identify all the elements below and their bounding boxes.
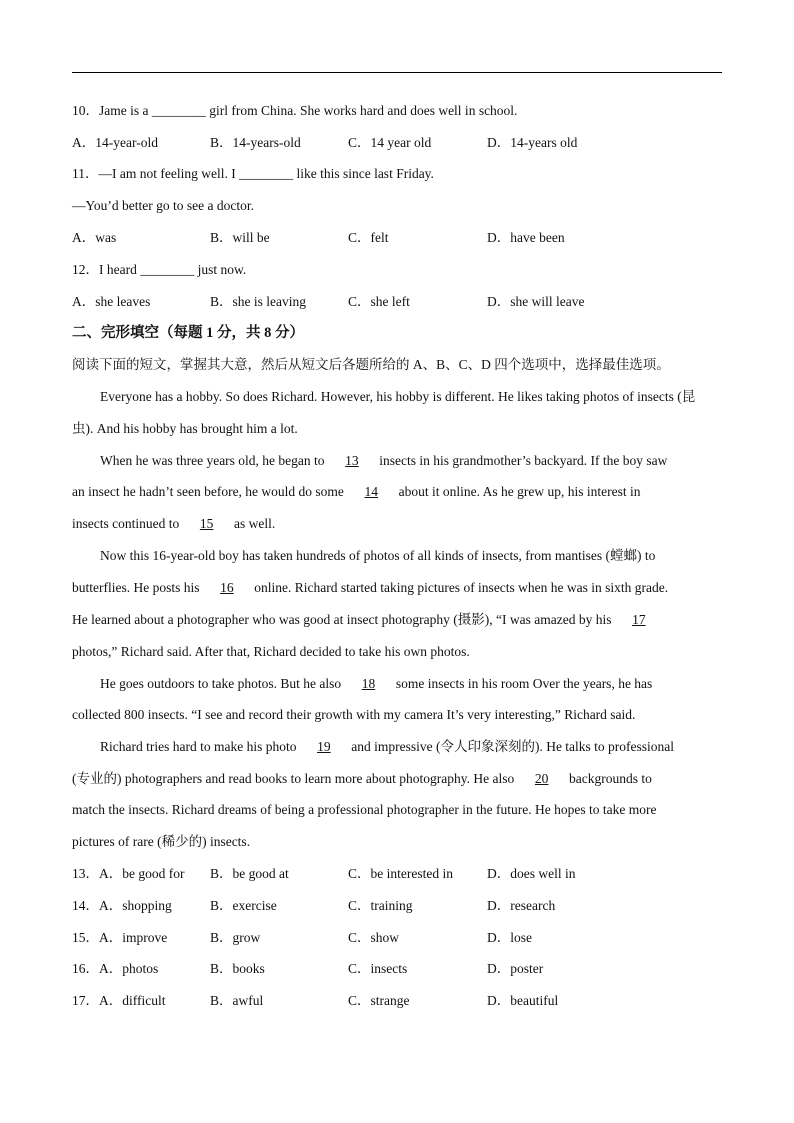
q12-option-d: D．she will leave — [487, 294, 585, 309]
passage-line: match the insects. Richard dreams of being a professional photographer in the future. He hopes to take more — [72, 802, 657, 817]
passage-line: Richard tries hard to make his photo 19 and impressive (令人印象深刻的). He talks to professional — [100, 739, 675, 754]
passage-line: butterflies. He posts his 16 online. Richard started taking pictures of insects when he was in sixth grade. — [72, 580, 669, 595]
passage-line: (专业的) photographers and read books to learn more about photography. He also 20 backgrounds to — [72, 771, 652, 786]
q10-option-c: C．14 year old — [348, 135, 432, 150]
q10-stem: 10．Jame is a ________ girl from China. She works hard and does well in school. — [72, 103, 518, 118]
q11-option-c: C．felt — [348, 230, 389, 245]
option-a: 14．A．shopping — [72, 898, 172, 913]
blank-16: 16 — [220, 580, 234, 595]
q11-stem: 11．—I am not feeling well. I ________ like this since last Friday. — [72, 166, 434, 181]
section-title: 二、完形填空（每题 1 分，共 8 分） — [72, 325, 304, 341]
option-c: C．insects — [348, 961, 408, 976]
option-b: B．awful — [210, 993, 264, 1008]
option-c: C．show — [348, 930, 400, 945]
option-a: 15．A．improve — [72, 930, 168, 945]
q12-option-a: A．she leaves — [72, 294, 151, 309]
q11-reply: —You’d better go to see a doctor. — [72, 198, 254, 213]
blank-20: 20 — [534, 771, 549, 786]
blank-13: 13 — [345, 453, 359, 468]
q12-stem: 12．I heard ________ just now. — [72, 262, 247, 277]
option-c: C．strange — [348, 993, 410, 1008]
option-d: D．does well in — [487, 866, 576, 881]
q12-option-c: C．she left — [348, 294, 410, 309]
passage-line: collected 800 insects. “I see and record their growth with my camera It’s very interesting,” Richard said. — [72, 707, 636, 722]
blank-14: 14 — [364, 484, 379, 499]
section-instruction: 阅读下面的短文，掌握其大意，然后从短文后各题所给的 A、B、C、D 四个选项中，选择最佳选项。 — [72, 357, 670, 372]
passage-line: insects continued to 15 as well. — [72, 516, 276, 531]
option-b: B．exercise — [210, 898, 277, 913]
passage-line: He learned about a photographer who was good at insect photography (摄影), “I was amazed by his 17 — [72, 611, 663, 629]
passage-line: Now this 16-year-old boy has taken hundreds of photos of all kinds of insects, from mantises (螳螂) to — [100, 548, 656, 563]
q10-option-b: B．14-years-old — [210, 135, 301, 150]
option-d: D．lose — [487, 930, 532, 945]
q10-option-a: A．14-year-old — [72, 135, 158, 150]
option-d: D．beautiful — [487, 993, 559, 1008]
q11-option-b: B．will be — [210, 230, 270, 245]
option-d: D．poster — [487, 961, 544, 976]
passage-line: When he was three years old, he began to 13 insects in his grandmother’s backyard. If the boy saw — [100, 453, 668, 468]
option-c: C．training — [348, 898, 413, 913]
q11-option-a: A．was — [72, 230, 117, 245]
q11-option-d: D．have been — [487, 230, 565, 245]
option-b: B．be good at — [210, 866, 289, 881]
passage-line: an insect he hadn’t seen before, he would do some 14 about it online. As he grew up, his interest in — [72, 484, 641, 499]
q12-option-b: B．she is leaving — [210, 294, 306, 309]
option-c: C．be interested in — [348, 866, 453, 881]
blank-15: 15 — [199, 516, 214, 531]
passage-line: He goes outdoors to take photos. But he also 18 some insects in his room Over the years, he has — [100, 676, 653, 691]
option-b: B．grow — [210, 930, 261, 945]
blank-19: 19 — [317, 739, 331, 754]
q10-option-d: D．14-years old — [487, 135, 578, 150]
passage-line: 虫). And his hobby has brought him a lot. — [72, 421, 298, 436]
passage-line: photos,” Richard said. After that, Richard decided to take his own photos. — [72, 644, 470, 659]
header-rule — [72, 72, 722, 73]
option-d: D．research — [487, 898, 556, 913]
option-a: 13．A．be good for — [72, 866, 185, 881]
passage-line: pictures of rare (稀少的) insects. — [72, 834, 251, 849]
blank-17: 17 — [632, 612, 646, 627]
option-a: 17．A．difficult — [72, 993, 166, 1008]
blank-18: 18 — [361, 676, 376, 691]
option-b: B．books — [210, 961, 265, 976]
passage-line: Everyone has a hobby. So does Richard. However, his hobby is different. He likes taking photos of insects (昆 — [100, 389, 696, 404]
option-a: 16．A．photos — [72, 961, 159, 976]
